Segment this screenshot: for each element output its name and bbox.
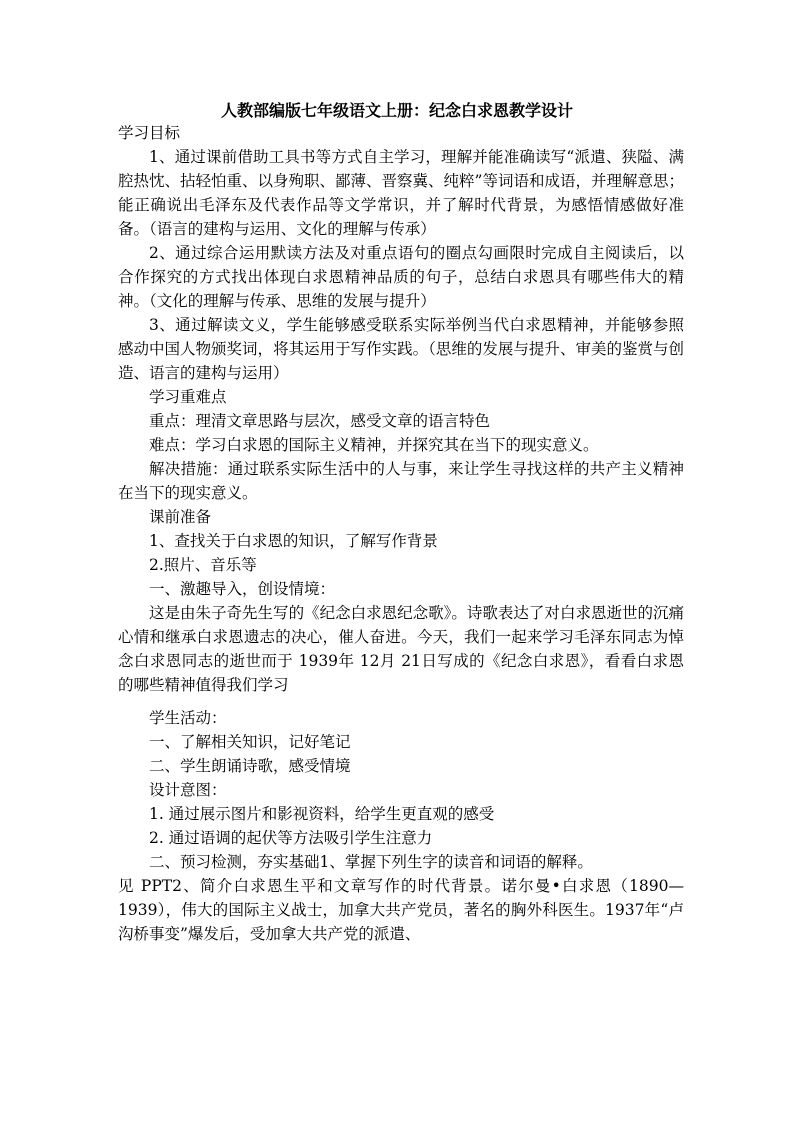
- design-intent-2: 2. 通过语调的起伏等方法吸引学生注意力: [149, 829, 433, 847]
- section-1-intro: 这是由朱子奇先生写的《纪念白求恩纪念歌》。诗歌表达了对白求恩逝世的沉痛心情和继承白求恩遗志的决心，催人奋进。今天，我们一起来学习毛泽东同志为悼念白求恩同志的逝世而于 1939年 12月 21日写成的《纪念白求恩》，看看白求恩的哪些精神值得我们学习: [118, 604, 684, 694]
- solution-measures: 解决措施：通过联系实际生活中的人与事，来让学生寻找这样的共产主义精神在当下的现实意义。: [118, 460, 684, 502]
- heading-key-difficulties: 学习重难点: [149, 388, 227, 406]
- section-2-body: 见 PPT2、简介白求恩生平和文章写作的时代背景。诺尔曼•白求恩（1890—1939），伟大的国际主义战士，加拿大共产党员，著名的胸外科医生。1937年“卢沟桥事变”爆发后，受加拿大共产党的派遣、: [118, 877, 684, 943]
- student-activity-2: 二、学生朗诵诗歌，感受情境: [149, 757, 351, 775]
- goal-1: 1、通过课前借助工具书等方式自主学习，理解并能准确读写“派遣、狭隘、满腔热忱、拈轻怕重、以身殉职、鄙薄、晋察冀、纯粹”等词语和成语，并理解意思；能正确说出毛泽东及代表作品等文学常识，并了解时代背景，为感悟情感做好准备。（语言的建构与运用、文化的理解与传承）: [118, 148, 684, 238]
- difficult-point: 难点：学习白求恩的国际主义精神，并探究其在当下的现实意义。: [149, 436, 599, 454]
- document-body: [118, 121, 684, 946]
- heading-preparation: 课前准备: [149, 508, 212, 526]
- heading-design-intent: 设计意图：: [149, 781, 227, 799]
- design-intent-1: 1. 通过展示图片和影视资料，给学生更直观的感受: [149, 805, 495, 823]
- preparation-item-1: 1、查找关于白求恩的知识，了解写作背景: [149, 532, 438, 550]
- student-activity-1: 一、了解相关知识，记好笔记: [149, 733, 351, 751]
- goal-2: 2、通过综合运用默读方法及对重点语句的圈点勾画限时完成自主阅读后，以合作探究的方式找出体现白求恩精神品质的句子，总结白求恩具有哪些伟大的精神。（文化的理解与传承、思维的发展与提升）: [118, 244, 684, 310]
- document-title: 人教部编版七年级语文上册：纪念白求恩教学设计: [220, 101, 573, 120]
- heading-learning-goals: 学习目标: [118, 124, 181, 142]
- key-point: 重点：理清文章思路与层次，感受文章的语言特色: [149, 412, 491, 430]
- heading-student-activity: 学生活动：: [149, 709, 227, 727]
- goal-3: 3、通过解读文义，学生能够感受联系实际举例当代白求恩精神，并能够参照感动中国人物颁奖词，将其运用于写作实践。（思维的发展与提升、审美的鉴赏与创造、语言的建构与运用）: [118, 316, 684, 382]
- preparation-item-2: 2.照片、音乐等: [149, 556, 257, 574]
- section-1-heading: 一、激趣导入，创设情境：: [149, 580, 336, 598]
- section-2-heading: 二、预习检测，夯实基础1、掌握下列生字的读音和词语的解释。: [149, 853, 593, 871]
